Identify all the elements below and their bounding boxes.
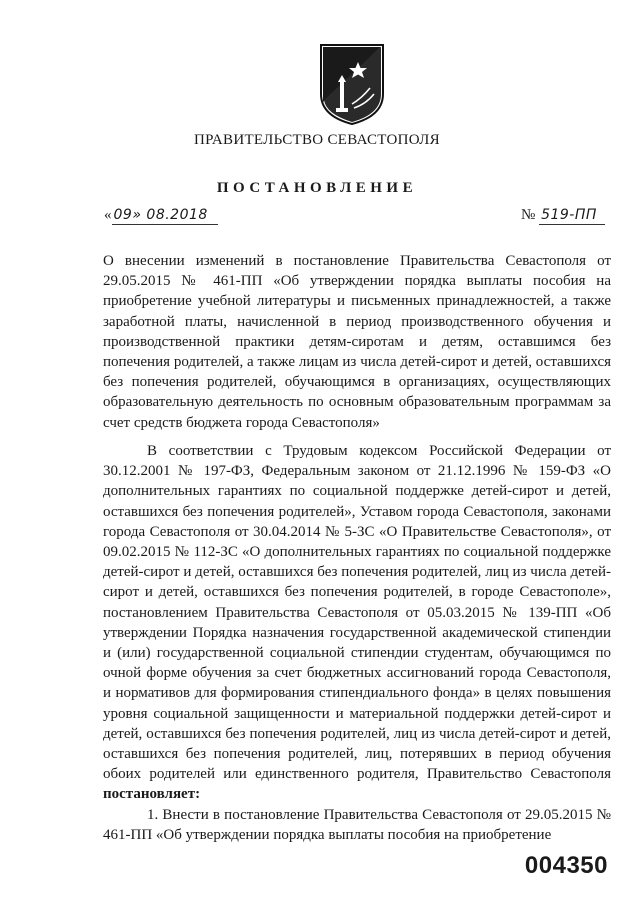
- serial-number: 004350: [524, 852, 608, 879]
- decree-word: постановляет:: [103, 786, 201, 803]
- document-type-heading: ПОСТАНОВЛЕНИЕ: [216, 180, 418, 196]
- document-number: [521, 207, 605, 225]
- preamble-text: В соответствии с Трудовым кодексом Российской Федерации от 30.12.2001 № 197-ФЗ, Федеральным законом от 21.12.1996 № 159-ФЗ «О дополнительных гарантиях по социальной поддержке детей-сирот и детей, оставшихся без попечения родителей», Уставом города Севастополя, законами города Севастополя от 30.04.2014 № 5-ЗС «О Правительстве Севастополя», от 09.02.2015 № 112-ЗС «О дополнительных гарантиях по социальной поддержке детей-сирот и детей, оставшихся без попечения родителей, лиц из числа детей-сирот и детей, оставшихся без попечения родителей, в городе Севастополе», постановлением Правительства Севастополя от 05.03.2015 № 139-ПП «Об утверждении Порядка назначения государственной академической стипендии и (или) государственной социальной стипендии студентам, обучающимся по очной форме обучения за счет бюджетных ассигнований города Севастополя, и нормативов для формирования стипендиального фонда» в целях повышения уровня социальной защищенности и материальной поддержки детей-сирот и детей, оставшихся без попечения родителей, лиц из числа детей-сирот и детей, оставшихся без попечения родителей, лиц, потерявших в период обучения обоих родителей или единственного родителя, Правительство Севастополя: [103, 443, 611, 783]
- date-open-quote: «: [104, 207, 112, 223]
- date-handwritten: 09» 08.2018: [113, 207, 208, 223]
- number-prefix: №: [521, 207, 536, 223]
- number-handwritten: 519-ПП: [541, 207, 597, 223]
- clause-1-paragraph: 1. Внести в постановление Правительства Севастополя от 29.05.2015 № 461-ПП «Об утверждении порядка выплаты пособия на приобретение: [103, 807, 611, 844]
- document-subject: О внесении изменений в постановление Правительства Севастополя от 29.05.2015 № 461-ПП «Об утверждении порядка выплаты пособия на приобретение учебной литературы и письменных принадлежностей, а также заработной платы, начисленной в период производственного обучения и производственной практики детям-сиротам и детям, оставшимся без попечения родителей, а также лицам из числа детей-сирот и детей, оставшихся без попечения родителей, обучающимся в организациях, осуществляющих образовательную деятельность по основным образовательным программам за счет средств бюджета города Севастополя»: [103, 253, 611, 431]
- coat-of-arms-icon: [318, 42, 386, 126]
- document-date: [104, 207, 218, 225]
- government-title: ПРАВИТЕЛЬСТВО СЕВАСТОПОЛЯ: [194, 132, 440, 148]
- preamble-paragraph: [103, 441, 611, 805]
